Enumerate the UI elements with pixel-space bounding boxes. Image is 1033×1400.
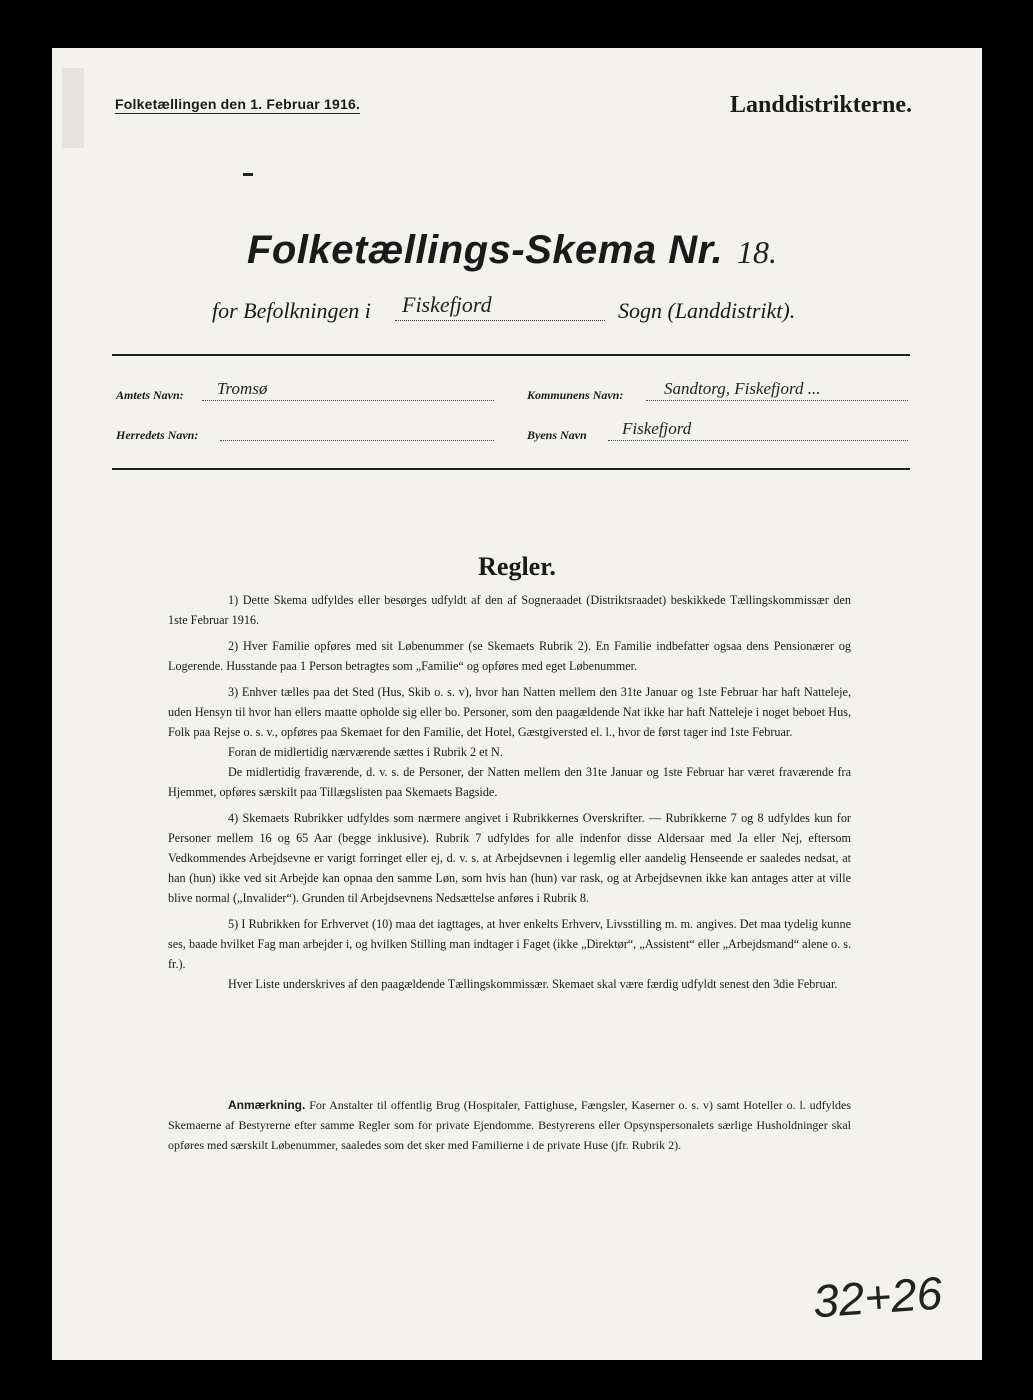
rule-3: 3) Enhver tælles paa det Sted (Hus, Skib o. s. v), hvor han Natten mellem den 31te Januar og 1ste Februar har haft Natteleje, uden Hensyn til hvor han ellers maatte opholde sig eller bo. Personer, som den paagældende Nat ikke har haft Natteleje i noget beboet Hus, Folk paa Rejse o. s. v., opføres paa Skemaet for den Familie, det Hotel, Gæstgiversted el. l., hvor de først tager ind 1ste Februar. — [168, 685, 851, 739]
rule-1: 1) Dette Skema udfyldes eller besørges udfyldt af den af Sogneraadet (Distriktsraadet) beskikkede Tællingskommissær den 1ste Februar 1916. — [168, 593, 851, 627]
subtitle-prefix: for Befolkningen i — [212, 298, 371, 323]
rules-list — [168, 590, 851, 1000]
remark-section — [168, 1095, 851, 1155]
form-title: Folketællings-Skema Nr. — [247, 228, 724, 272]
parish-handwritten: Fiskefjord — [402, 292, 492, 317]
district-type-header: Landdistrikterne. — [729, 92, 912, 118]
bottom-divider — [112, 468, 910, 470]
remark-paragraph — [168, 1095, 851, 1155]
dash-mark — [243, 173, 253, 176]
remark-label: Anmærkning. — [228, 1098, 306, 1112]
census-date-header: Folketællingen den 1. Februar 1916. — [115, 96, 361, 112]
kommune-label: Kommunens Navn: — [527, 388, 624, 402]
rule-3-temporary-absent: De midlertidig fraværende, d. v. s. de Personer, der Natten mellem den 31te Januar og 1ste Februar har været fraværende fra Hjemmet, opføres særskilt paa Tillægslisten paa Skemaets Bagside. — [168, 765, 851, 799]
herred-label: Herredets Navn: — [116, 428, 199, 442]
remark-text: For Anstalter til offentlig Brug (Hospitaler, Fattighuse, Fængsler, Kaserner o. s. v) samt Hoteller o. l. udfyldes Skemaerne af Bestyrerne efter samme Regler som for private Ejendomme. Bestyrerens eller Opsynspersonalets særlige Husholdninger skal opføres med særskilt Løbenummer, saaledes som det sker med Familierne i de private Huse (jfr. Rubrik 2). — [168, 1098, 852, 1152]
kommune-dotted-line — [646, 400, 908, 401]
by-label: Byens Navn — [527, 428, 587, 442]
rule-2: 2) Hver Familie opføres med sit Løbenummer (se Skemaets Rubrik 2). En Familie indbefatter ogsaa dens Pensionærer og Logerende. Husstande paa 1 Person betragtes som „Familie“ og opføres med eget Løbenummer. — [168, 639, 851, 673]
scan-smudge — [62, 68, 84, 148]
handwritten-corner-count: 32+26 — [811, 1266, 944, 1328]
rule-5: 5) I Rubrikken for Erhvervet (10) maa det iagttages, at hver enkelts Erhverv, Livsstilling m. m. angives. Det maa tydelig kunne ses, baade hvilket Fag man arbejder i, og hvilken Stilling man indtager i Faget (ikke „Direktør“, „Assistent“ eller „Arbejdsmand“ alene o. s. fr.). — [168, 917, 851, 971]
rule-4: 4) Skemaets Rubrikker udfyldes som nærmere angivet i Rubrikkernes Overskrifter. — Rubrikkerne 7 og 8 udfyldes kun for Personer mellem 16 og 65 Aar (begge inklusive). Rubrik 7 udfyldes for alle indenfor disse Aldersaar med Ja eller Nej, eftersom Vedkommendes Arbejdsevne er varigt forringet eller ej, d. v. s. at Arbejdsevnen i legemlig eller aandelig Henseende er saaledes nedsat, at han (hun) ikke ved sit Arbejde kan opnaa den samme Løn, som hvis han (hun) var rask, og at Arbejdsevnen ikke kan antages atter at ville blive normal („Invalider“). Grunden til Arbejdsevnens Nedsættelse anføres i Rubrik 8. — [168, 811, 851, 905]
amt-label: Amtets Navn: — [116, 388, 184, 402]
rule-5-signature: Hver Liste underskrives af den paagældende Tællingskommissær. Skemaet skal være færdig udfyldt senest den 3die Februar. — [228, 977, 838, 991]
by-dotted-line — [608, 440, 908, 441]
form-number-handwritten: 18. — [737, 234, 777, 270]
by-value-handwritten: Fiskefjord — [622, 419, 692, 438]
rule-3-temporary-present: Foran de midlertidig nærværende sættes i Rubrik 2 et N. — [228, 745, 503, 759]
subtitle-suffix: Sogn (Landdistrikt). — [618, 298, 796, 323]
amt-value-handwritten: Tromsø — [217, 379, 268, 398]
census-form-page — [52, 48, 982, 1360]
rules-heading: Regler. — [478, 552, 556, 581]
parish-dotted-line — [395, 320, 605, 321]
herred-dotted-line — [220, 440, 494, 441]
amt-dotted-line — [202, 400, 494, 401]
top-divider — [112, 354, 910, 356]
kommune-value-handwritten: Sandtorg, Fiskefjord ... — [664, 379, 821, 398]
